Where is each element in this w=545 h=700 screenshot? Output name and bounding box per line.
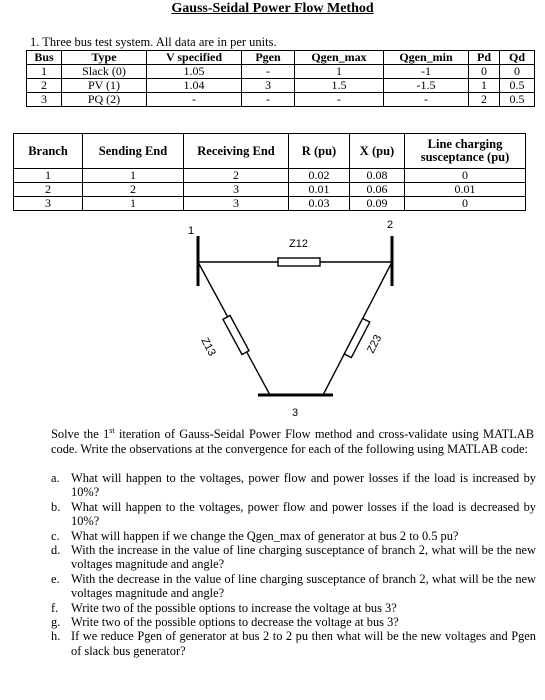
list-item [51,629,536,658]
list-item [51,500,536,529]
branch-table-cell: 0.03 [289,197,350,211]
list-item-text: With the increase in the value of line charging susceptance of branch 2, what will be the new voltages magnitude and angle? [71,543,536,572]
list-item [51,615,536,629]
list-item [51,601,536,615]
list-item-marker: b. [51,499,61,514]
bus-table-cell: - [295,93,384,107]
bus-table-cell: -1.5 [384,79,469,93]
list-item-text: With the decrease in the value of line charging susceptance of branch 2, what will be the new voltages magnitude and angle? [71,571,536,601]
branch-table-cell: 0.01 [405,183,526,197]
table-row [27,65,535,79]
branch-table-cell: 0.02 [289,169,350,183]
branch-table-cell: 3 [184,183,289,197]
question-list [51,471,536,658]
bus-table-cell: 1.05 [147,65,242,79]
branch-table-cell: 0 [405,169,526,183]
bus-table-cell: 3 [242,79,295,93]
table-row [14,197,526,211]
bus-table-cell: 1.04 [147,79,242,93]
bus-table-header-cell: V specified [147,51,242,65]
list-item-text: What will happen to the voltages, power flow and power losses if the load is increased by 10%? [71,471,536,500]
bus-table-cell: PQ (2) [62,93,147,107]
branch-table-cell: 2 [83,183,184,197]
bus-table-cell: 2 [469,93,500,107]
bus-table-header-cell: Type [62,51,147,65]
bus-table-header-cell: Qgen_max [295,51,384,65]
branch-table-cell: 0.06 [350,183,405,197]
branch-table-cell: 2 [184,169,289,183]
table-row [27,79,535,93]
bus-table-header-cell: Qd [500,51,535,65]
bus-data-table [26,50,535,107]
list-item-marker: f. [51,600,59,615]
three-bus-diagram [0,220,545,420]
branch-table-header-cell: Branch [14,134,83,169]
bus-1-label: 1 [188,225,195,237]
table-row [27,93,535,107]
table-row [14,183,526,197]
bus-table-cell: 0 [469,65,500,79]
table-row [14,169,526,183]
bus-table-cell: 0 [500,65,535,79]
bus-table-cell: 1.5 [295,79,384,93]
list-item-text: What will happen if we change the Qgen_max of generator at bus 2 to 0.5 pu? [71,528,459,543]
list-item [51,572,536,601]
bus-table-cell: - [242,65,295,79]
branch-table-cell: 2 [14,183,83,197]
bus-table-cell: 0.5 [500,93,535,107]
branch-table-header-cell: Receiving End [184,134,289,169]
z23-label: Z23 [364,333,385,356]
list-item [51,529,536,543]
bus-3-label: 3 [292,407,299,419]
bus-table-header-cell: Pgen [242,51,295,65]
branch-table-cell: 0.09 [350,197,405,211]
branch-table-cell: 0 [405,197,526,211]
branch-table-cell: 1 [14,169,83,183]
branch-table-cell: 0.08 [350,169,405,183]
bus-table-cell: 1 [27,65,62,79]
bus-table-cell: 0.5 [500,79,535,93]
bus-table-cell: 3 [27,93,62,107]
list-item-marker: a. [51,471,60,485]
bus-table-header-cell: Bus [27,51,62,65]
z23-impedance [344,318,370,357]
z13-impedance [223,316,249,355]
intro-text: 1. Three bus test system. All data are in per units. [30,35,277,49]
bus-table-header-cell: Qgen_min [384,51,469,65]
branch-table-header-cell: R (pu) [289,134,350,169]
list-item-text: Write two of the possible options to increase the voltage at bus 3? [71,600,397,615]
bus-table-cell: Slack (0) [62,65,147,79]
bus-table-cell: - [147,93,242,107]
branch-table-header-cell: X (pu) [350,134,405,169]
list-item-marker: g. [51,615,61,630]
branch-table-cell: 3 [14,197,83,211]
bus-table-cell: 1 [295,65,384,79]
bus-table-cell: -1 [384,65,469,79]
list-item-text: If we reduce Pgen of generator at bus 2 to 2 pu then what will be the new voltages and Pgen of slack bus generator? [71,629,536,658]
list-item-marker: h. [51,629,61,644]
list-item [51,543,536,572]
page-title: Gauss-Seidal Power Flow Method [171,1,374,16]
list-item-marker: c. [51,528,60,543]
bus-table-cell: PV (1) [62,79,147,93]
question-paragraph: Solve the 1st iteration of Gauss-Seidal Power Flow method and cross-validate using MATLAB code. Write the observations at the convergence for each of the following using MATLAB code: [51,426,534,456]
bus-2-label: 2 [387,220,394,231]
branch-table-header-cell: Line charging susceptance (pu) [405,134,526,169]
branch-table-cell: 3 [184,197,289,211]
branch-table-cell: 1 [83,169,184,183]
bus-table-cell: - [242,93,295,107]
list-item-marker: e. [51,571,60,586]
branch-table-header-cell: Sending End [83,134,184,169]
branch-data-table [13,133,526,211]
z12-impedance [278,258,320,266]
z12-label: Z12 [289,238,308,250]
bus-table-cell: 2 [27,79,62,93]
bus-table-cell: 1 [469,79,500,93]
list-item [51,471,536,500]
bus-table-header-cell: Pd [469,51,500,65]
list-item-text: What will happen to the voltages, power flow and power losses if the load is decreased by 10%? [71,499,536,529]
list-item-text: Write two of the possible options to decrease the voltage at bus 3? [71,615,399,630]
bus-table-cell: - [384,93,469,107]
z13-label: Z13 [198,335,218,359]
branch-table-cell: 0.01 [289,183,350,197]
branch-table-cell: 1 [83,197,184,211]
list-item-marker: d. [51,543,61,558]
